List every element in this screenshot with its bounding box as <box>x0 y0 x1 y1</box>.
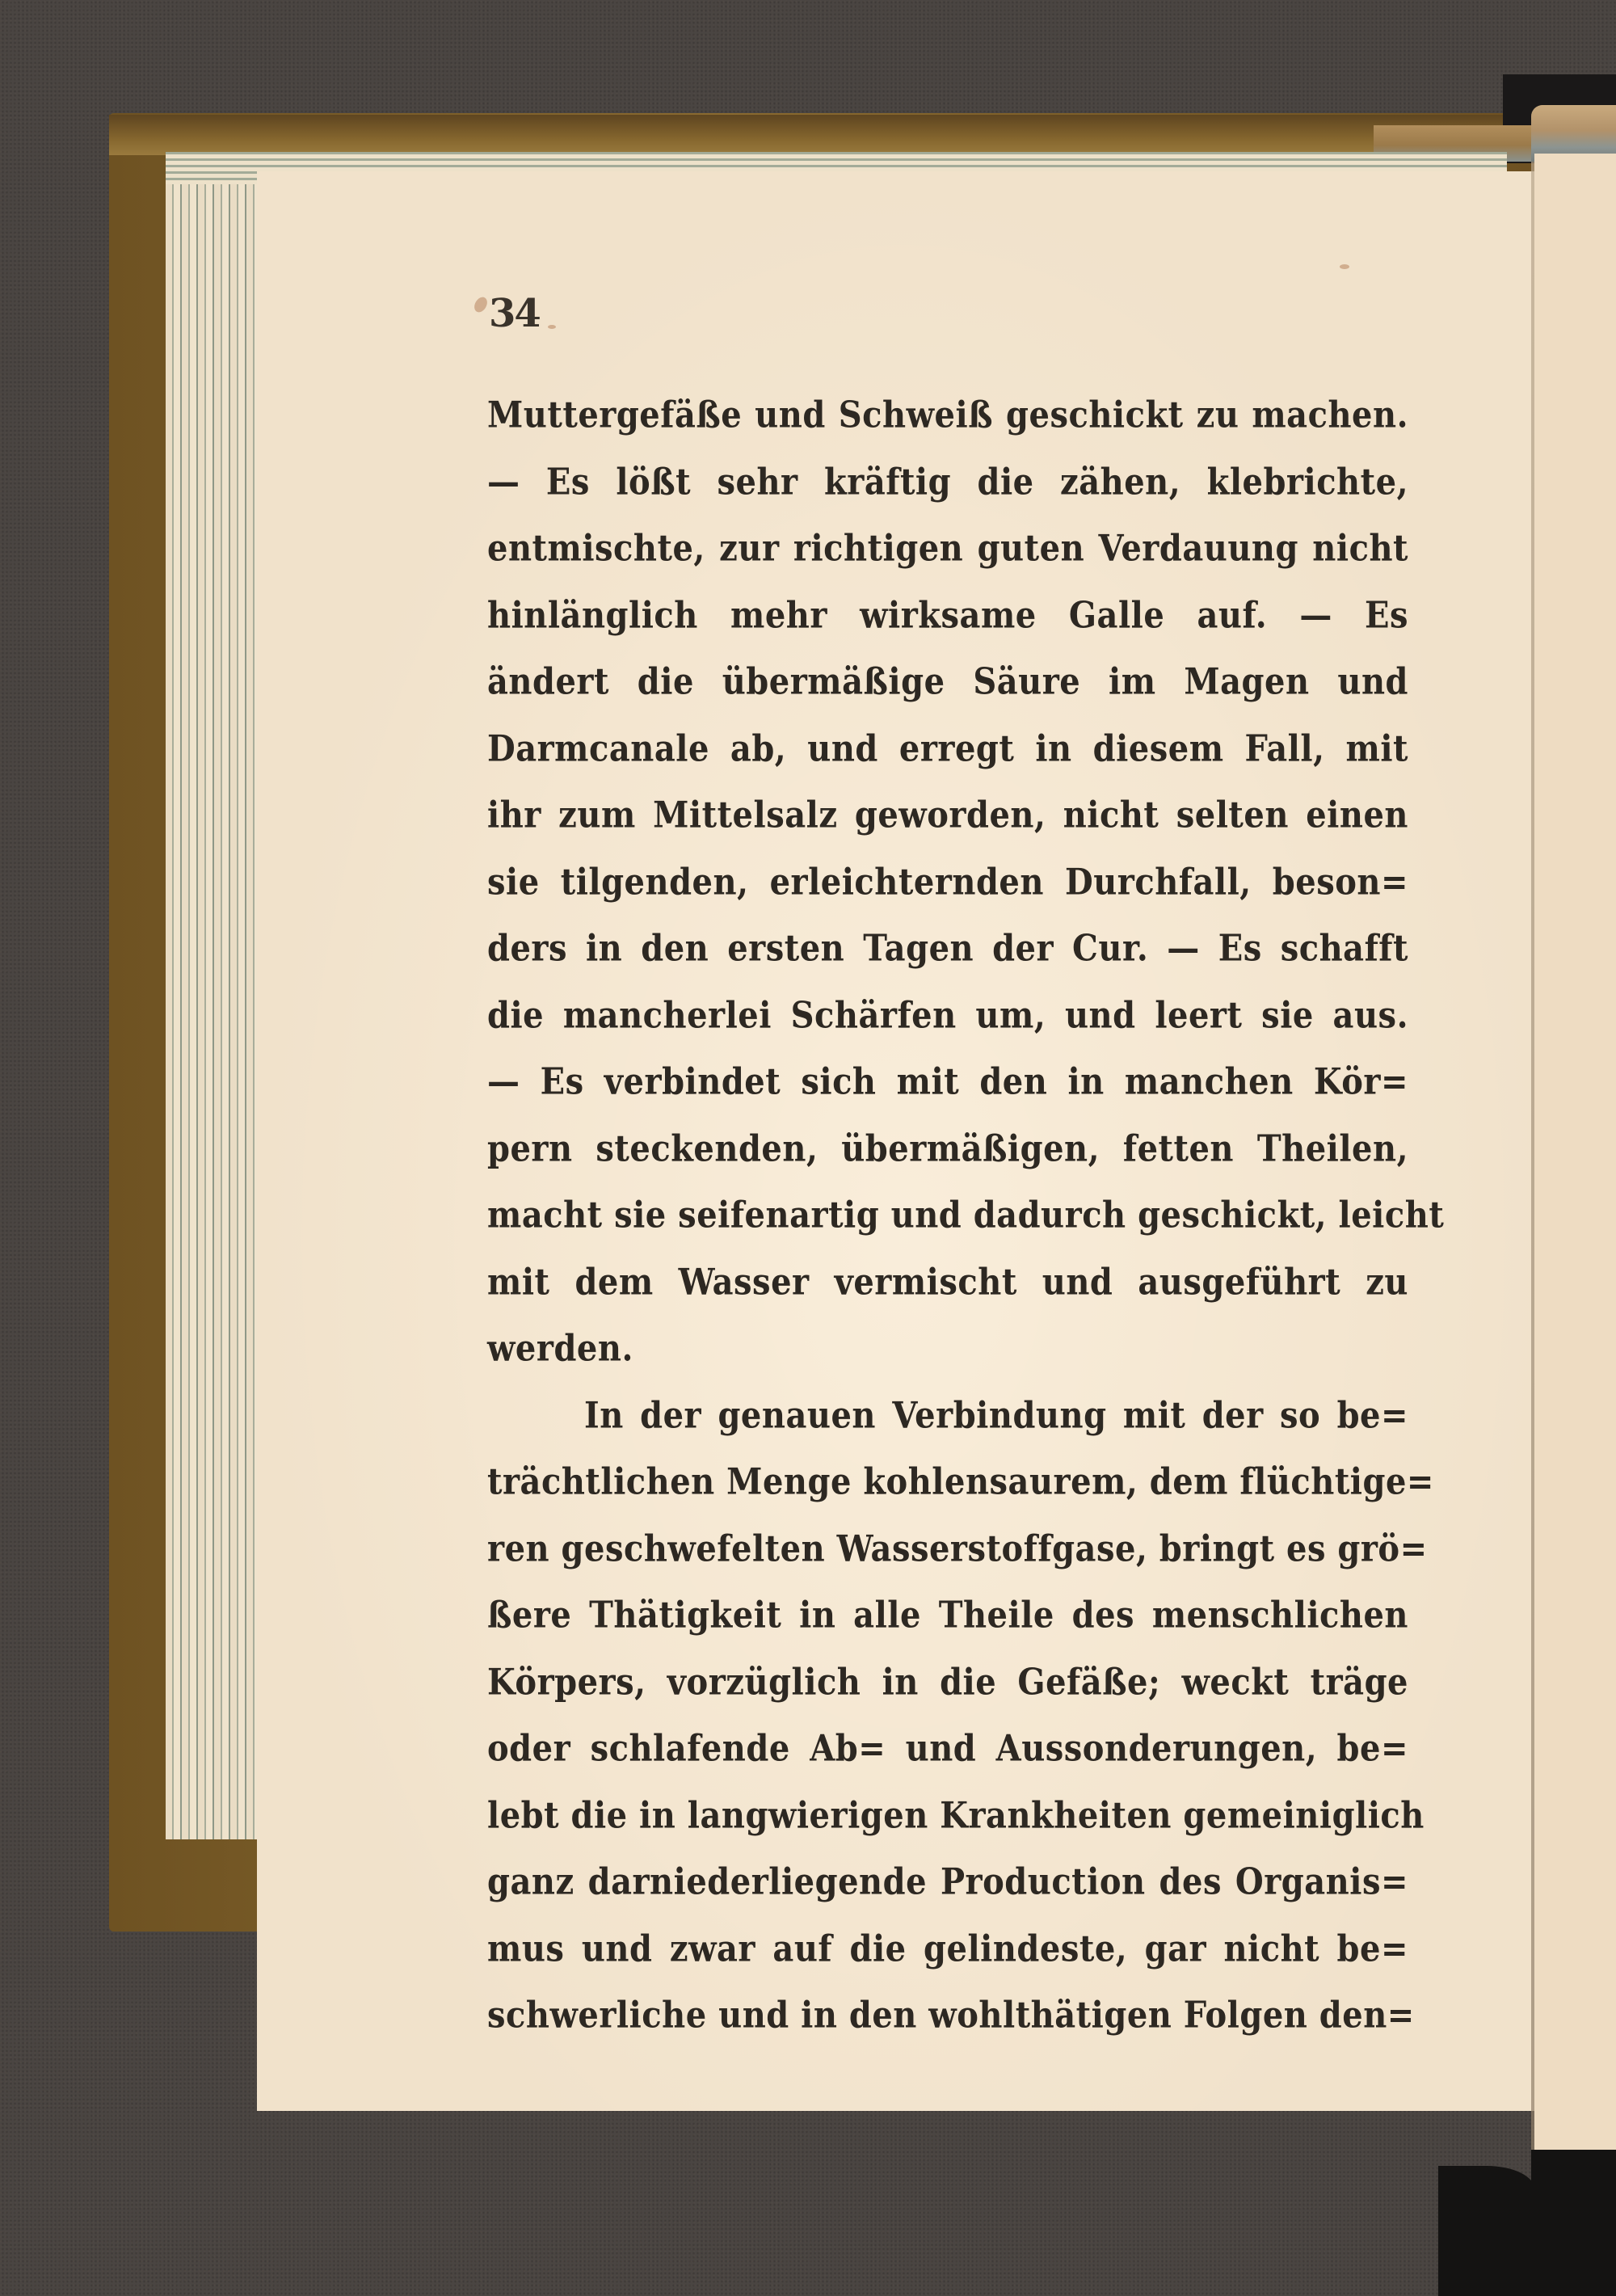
text-line: Muttergefäße und Schweiß geschickt zu machen. <box>487 394 1408 436</box>
text-line: schwerliche und in den wohlthätigen Folgen den= <box>487 1994 1415 2037</box>
text-line: die mancherlei Schärfen um, und leert sie aus. <box>487 993 1408 1037</box>
page-text <box>487 291 1445 2062</box>
paragraph <box>487 394 1445 1370</box>
text-line: lebt die in langwierigen Krankheiten gemeiniglich <box>487 1793 1425 1837</box>
paper-speck <box>1340 264 1349 269</box>
text-line: Darmcanale ab, und erregt in diesem Fall, mit <box>487 727 1408 770</box>
text-line: pern steckenden, übermäßigen, fetten Theilen, <box>487 1127 1408 1170</box>
text-line: ren geschwefelten Wasserstoffgase, bringt es grö= <box>487 1527 1428 1570</box>
facing-page <box>1534 154 1616 2158</box>
spine-bottom-shadow <box>1531 2150 1616 2296</box>
text-line: — Es verbindet sich mit den in manchen Kör= <box>487 1060 1408 1103</box>
text-line: oder schlafende Ab= und Aussonderungen, be= <box>487 1727 1408 1770</box>
text-line: ihr zum Mittelsalz geworden, nicht selten einen <box>487 794 1408 836</box>
book-cover-top-edge <box>109 115 1515 155</box>
text-line: mit dem Wasser vermischt und ausgeführt zu <box>487 1260 1408 1304</box>
paragraph <box>487 1393 1434 2037</box>
text-line: ändert die übermäßige Säure im Magen und <box>487 660 1408 703</box>
page-bottom-shadow <box>1438 2166 1535 2296</box>
text-line: ganz darniederliegende Production des Organis= <box>487 1860 1408 1903</box>
text-line: Körpers, vorzüglich in die Gefäße; weckt träge <box>487 1660 1408 1704</box>
text-line: — Es lößt sehr kräftig die zähen, klebrichte, <box>487 460 1408 503</box>
text-line: werden. <box>487 1327 633 1370</box>
text-line: hinlänglich mehr wirksame Galle auf. — Es <box>487 593 1408 637</box>
text-line: ßere Thätigkeit in alle Theile des menschlichen <box>487 1594 1408 1637</box>
text-line: trächtlichen Menge kohlensaurem, dem flüchtige= <box>487 1460 1434 1503</box>
page-stack-edges <box>166 154 263 1839</box>
text-line: macht sie seifenartig und dadurch geschickt, leicht <box>487 1194 1445 1236</box>
text-line: ders in den ersten Tagen der Cur. — Es schafft <box>487 927 1408 970</box>
gutter-line <box>1531 162 1534 2239</box>
body-text <box>487 394 1445 2037</box>
text-line: In der genauen Verbindung mit der so be= <box>584 1393 1408 1437</box>
text-line: entmischte, zur richtigen guten Verdauung nicht <box>487 527 1408 570</box>
page-number: 34 <box>489 291 540 336</box>
text-line: mus und zwar auf die gelindeste, gar nicht be= <box>487 1927 1408 1970</box>
text-line: sie tilgenden, erleichternden Durchfall, beson= <box>487 860 1408 904</box>
